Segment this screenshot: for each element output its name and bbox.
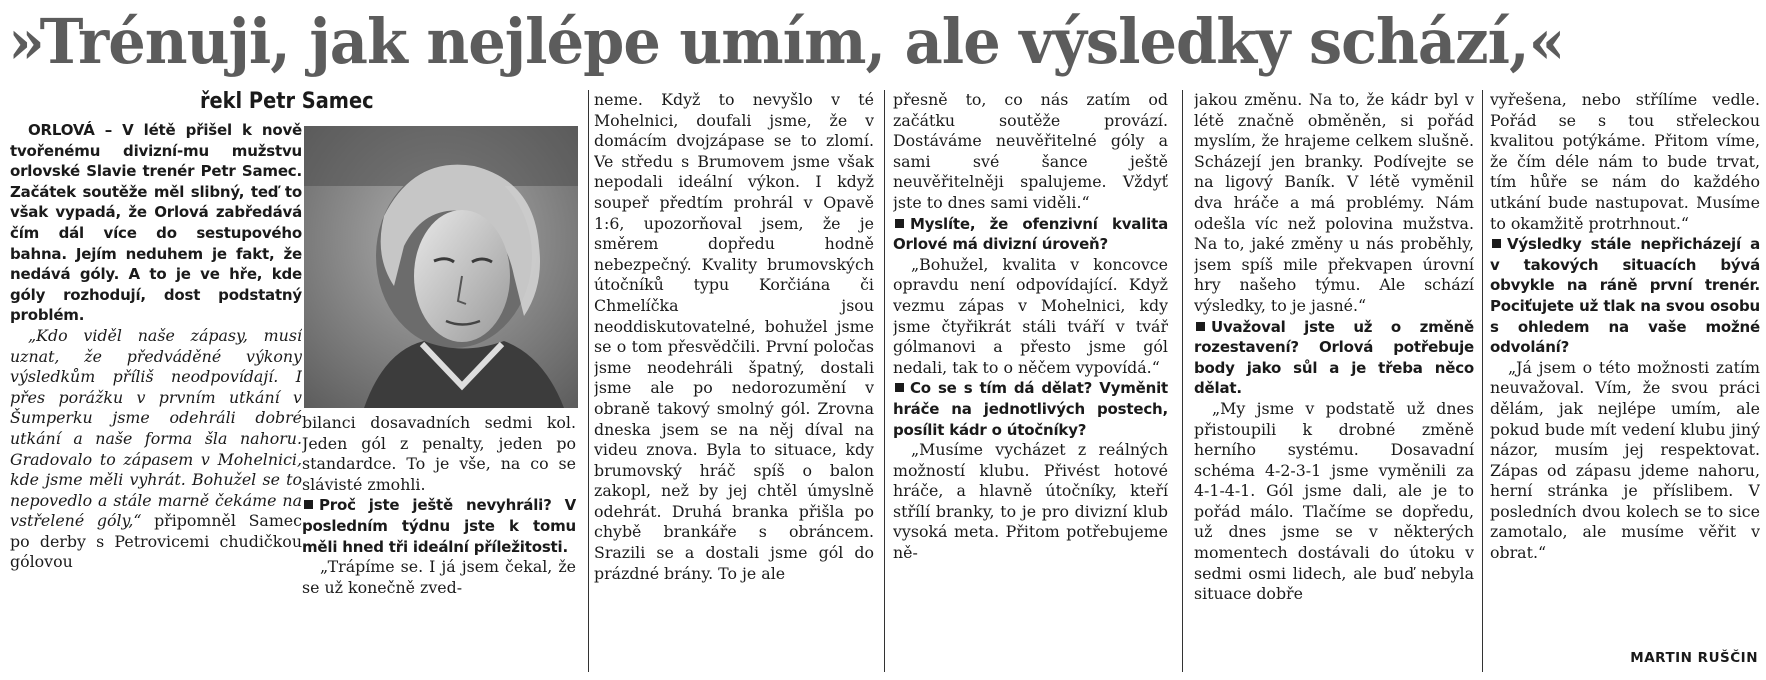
article-column-6 [1490, 90, 1760, 670]
question-text: Uvažoval jste už o změně rozestavení? Orlová potřebuje body jako sůl a je třeba něco dělat. [1194, 317, 1474, 398]
article-column-3 [594, 90, 874, 670]
article-column-4 [893, 90, 1168, 670]
interview-question [893, 214, 1168, 255]
column-rule [1182, 90, 1183, 672]
question-text: Co se s tím dá dělat? Vyměnit hráče na jednotlivých postech, posílit kádr o útočníky? [893, 379, 1168, 439]
italic-quote: „Kdo viděl naše zápasy, musí uznat, že předváděné výkony výsledkům příliš neodpovídají. I přes porážku v prvním utkání v Šumperku jsme odehráli dobré utkání a naše forma šla nahoru. Gradovalo to zápasem v Mohelnici, kde jsme měli vyhrát. Bohužel se to nepovedlo a stále marně čekáme na vstřelené góly,“ [10, 325, 302, 531]
headline: »Trénuji, jak nejlépe umím, ale výsledky schází,« [8, 5, 1565, 78]
article-paragraph: „Bohužel, kvalita v koncovce opravdu není odpovídající. Když vezmu zápas v Mohelnici, kdy jsme čtyřikrát stáli tváří v tvář gólmanovi a přesto jsme gól nedali, tak to o něčem vypovídá.“ [893, 254, 1168, 377]
column-rule [884, 90, 885, 672]
interview-question [893, 378, 1168, 440]
article-paragraph: přesně to, co nás zatím od začátku soutěže provází. Dostáváme neuvěřitelné góly a sami své šance ještě neuvěřitelněji spalujeme. Vždyť jste to dnes sami viděli.“ [893, 90, 1168, 212]
question-text: Myslíte, že ofenzivní kvalita Orlové má divizní úroveň? [893, 214, 1168, 254]
byline: řekl Petr Samec [200, 89, 374, 114]
question-bullet-icon [1196, 322, 1205, 331]
article-paragraph: „My jsme v podstatě už dnes přistoupili k drobné změně herního systému. Dosavadní schéma 4-2-3-1 jsme vyměnili za 4-1-4-1. Gól jsme dali, ale je to pořád málo. Tlačíme se dopředu, už dnes jsme se v některých momentech dostávali do útoku v sedmi osmi lidech, ale buď nebyla situace dobře [1194, 398, 1474, 604]
author-signature: MARTIN RUŠČIN [1630, 650, 1758, 666]
article-column-5 [1194, 90, 1474, 670]
article-column-2 [302, 413, 576, 672]
interview-question [302, 495, 576, 557]
question-bullet-icon [1492, 239, 1501, 248]
article-paragraph: „Trápíme se. I já jsem čekal, že se už konečně zved- [302, 557, 576, 597]
article-paragraph: „Musíme vycházet z reálných možností klubu. Přivést hotové hráče, a hlavně útočníky, kteří střílí branky, to je pro divizní klub vysoká meta. Přitom potřebujeme ně- [893, 440, 1168, 563]
coach-photo [304, 126, 578, 408]
quote-attribution: připomněl Samec po derby s Petrovicemi chudičkou gólovou [10, 511, 302, 572]
article-paragraph: vyřešena, nebo střílíme vedle. Pořád se s tou střeleckou kvalitou potýkáme. Přitom víme, že čím déle nám to bude trvat, tím hůře se nám do každého utkání bude nastupovat. Musíme to okamžitě protrhnout.“ [1490, 90, 1760, 233]
interview-question [1490, 234, 1760, 358]
question-bullet-icon [895, 383, 904, 392]
article-column-1 [10, 120, 302, 672]
question-bullet-icon [304, 500, 313, 509]
interview-question [1194, 317, 1474, 399]
question-text: Proč jste ještě nevyhráli? V posledním týdnu jste k tomu měli hned tři ideální příležitosti. [302, 496, 576, 556]
article-paragraph: „Já jsem o této možnosti zatím neuvažoval. Vím, že svou práci dělám, jak nejlépe umím, ale pokud bude mít vedení klubu jiný názor, musím jej respektovat. Zápas od zápasu jdeme nahoru, herní stránka je příslibem. V posledních dvou kolech se to sice zamotalo, ale musíme věřit v obrat.“ [1490, 357, 1760, 563]
article-paragraph: jakou změnu. Na to, že kádr byl v létě značně obměněn, si pořád myslím, že hrajeme celkem slušně. Scházejí jen branky. Podívejte se na ligový Baník. V létě vyměnil dva hráče a má problémy. Nám odešla víc než polovina mužstva. Na to, jaké změny u nás proběhly, jsem spíš mile překvapen úrovní hry našeho týmu. Ale schází výsledky, to je jasné.“ [1194, 90, 1474, 315]
article-paragraph [10, 326, 302, 573]
column-rule [588, 90, 589, 672]
lead-paragraph: ORLOVÁ – V létě přišel k nově tvořenému divizní-mu mužstvu orlovské Slavie trenér Petr Samec. Začátek soutěže měl slibný, teď to však vypadá, že Orlová zabředává čím dál více do sestupového bahna. Jejím neduhem je fakt, že nedává góly. A to je ve hře, kde góly rozhodují, dost podstatný problém. [10, 121, 302, 325]
question-text: Výsledky stále nepřicházejí a v takových situacích bývá obvykle na ráně první trenér. Pociťujete už tlak na svou osobu s ohledem na vaše možné odvolání? [1490, 235, 1760, 357]
article-paragraph: bilanci dosavadních sedmi kol. Jeden gól z penalty, jeden po standardce. To je vše, na co se slávisté zmohli. [302, 413, 576, 494]
article-paragraph: neme. Když to nevyšlo v té Mohelnici, doufali jsme, že v domácím dvojzápase se to zlomí. Ve středu s Brumovem jsme však nepodali ideální výkon. I když soupeř předtím prohrál v Opavě 1:6, upozorňoval jsem, že je směrem dopředu hodně nebezpečný. Kvality brumovských útočníků typu Korčiána či Chmelíčka jsou neoddiskutovatelné, bohužel jsme se o tom přesvědčili. První poločas jsme neodehráli špatný, dostali jsme ale po nedorozumění v obraně takový smolný gól. Zrovna dneska jsem se na něj díval na videu znova. Byla to situace, kdy brumovský hráč spíš o balon zakopl, než by jej chtěl úmyslně odehrát. Druhá branka přišla po chybě brankáře s obráncem. Srazili se a dostali jsme gól do prázdné brány. To je ale [594, 90, 874, 583]
column-rule [1482, 90, 1483, 672]
question-bullet-icon [895, 219, 904, 228]
